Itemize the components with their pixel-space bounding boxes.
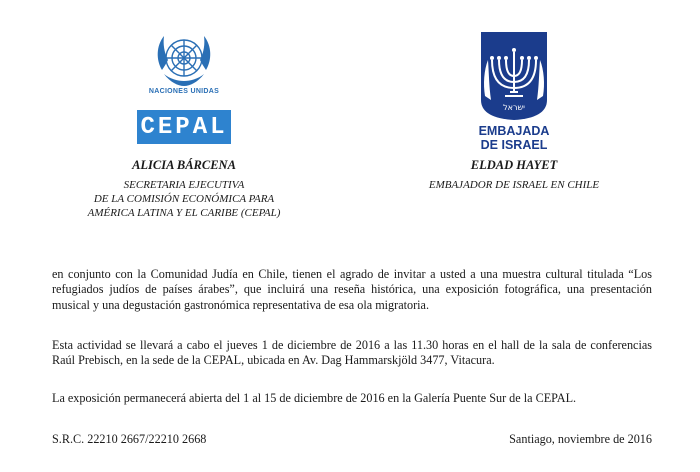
- signatory-title-right: [404, 178, 624, 192]
- embassy-label: [464, 124, 564, 152]
- signatory-title-line: AMÉRICA LATINA Y EL CARIBE (CEPAL): [87, 207, 281, 219]
- signatory-title-line: EMBAJADOR DE ISRAEL EN CHILE: [428, 179, 600, 191]
- emblem-hebrew-text: ישראל: [503, 103, 525, 112]
- signatory-title-line: SECRETARIA EJECUTIVA: [123, 179, 245, 191]
- rsvp-phones: S.R.C. 22210 2667/22210 2668: [52, 432, 207, 446]
- signatory-name-right: ELDAD HAYET: [470, 158, 558, 172]
- signatory-name-left: ALICIA BÁRCENA: [132, 158, 236, 172]
- cepal-logo-text: CEPAL: [140, 113, 228, 141]
- invitation-paragraph: en conjunto con la Comunidad Judía en Chile, tienen el agrado de invitar a usted a una muestra cultural titulada “Los refugiados judíos de países árabes”, que incluirá una reseña histórica, una exposición fotográfica, una presentación musical y una degustación gastronómica representativa de esa ola migratoria.: [52, 267, 652, 312]
- embassy-line-1: EMBAJADA: [478, 124, 550, 138]
- un-emblem-icon: [154, 30, 214, 90]
- signatory-title-left: [54, 178, 314, 220]
- un-label: NACIONES UNIDAS: [148, 88, 220, 95]
- event-details-paragraph: Esta actividad se llevará a cabo el jueves 1 de diciembre de 2016 a las 11.30 horas en el hall de la sala de conferencias Raúl Prebisch, en la sede de la CEPAL, ubicada en Av. Dag Hammarskjöld 3477, Vitacura.: [52, 338, 652, 368]
- israel-emblem-icon: [477, 30, 551, 122]
- embassy-line-2: DE ISRAEL: [480, 138, 548, 152]
- place-date: Santiago, noviembre de 2016: [509, 432, 652, 446]
- signatory-title-line: DE LA COMISIÓN ECONÓMICA PARA: [93, 193, 275, 205]
- exhibition-paragraph: La exposición permanecerá abierta del 1 al 15 de diciembre de 2016 en la Galería Puente Sur de la CEPAL.: [52, 391, 577, 405]
- cepal-logo: [137, 110, 231, 144]
